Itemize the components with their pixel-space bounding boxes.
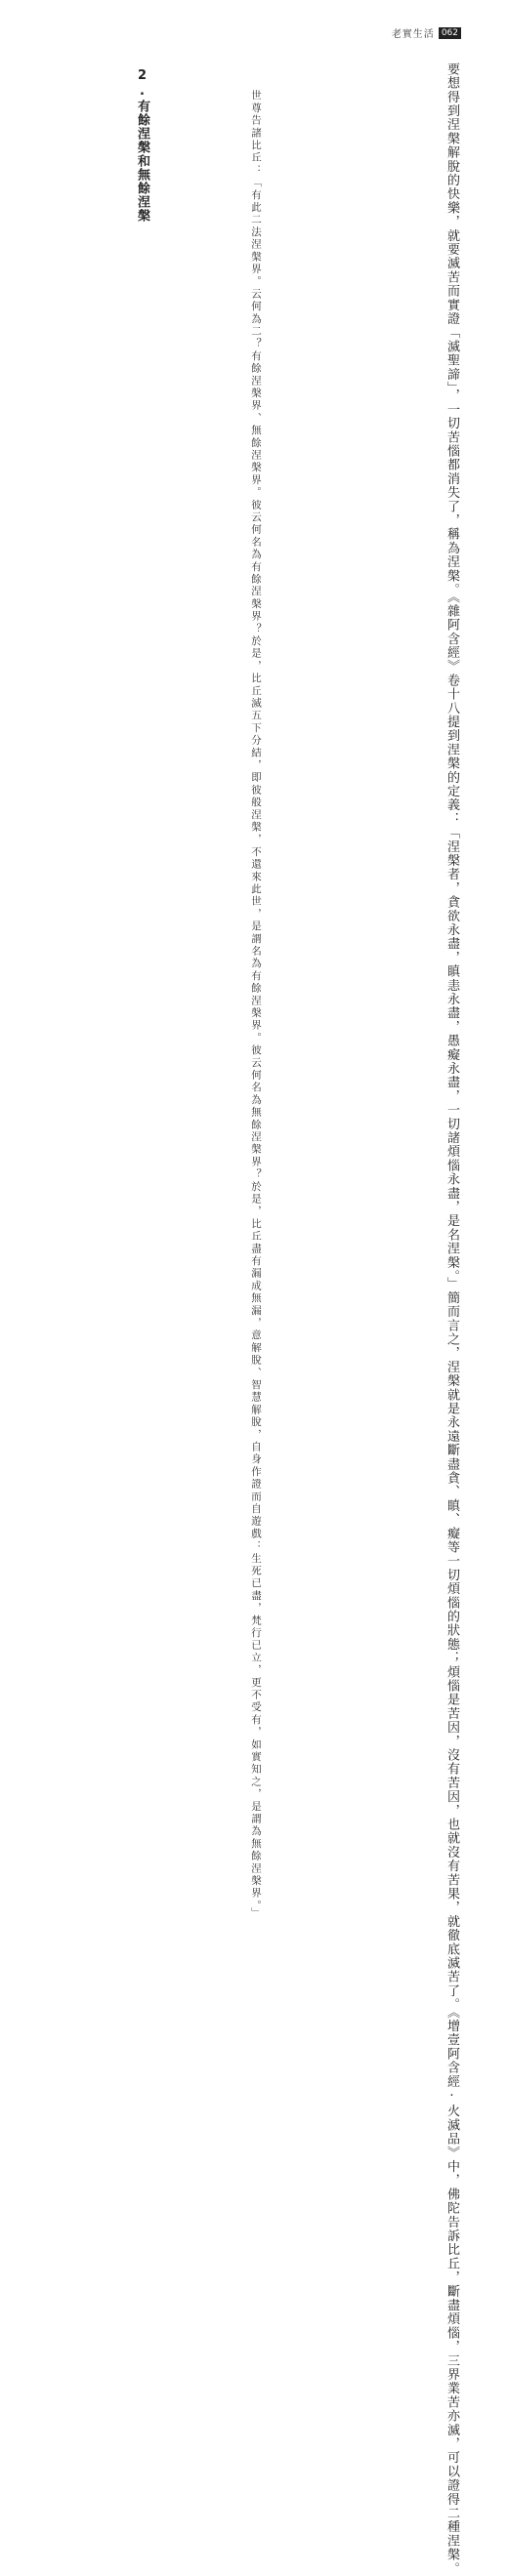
page-header [392, 25, 461, 40]
page-number: 062 [439, 27, 461, 39]
book-title: 老實生活 [391, 29, 435, 40]
quoted-sutra-passage: 世尊告諸比丘：「有此二法涅槃界。云何為二？有餘涅槃界、無餘涅槃界。彼云何名為有餘涅槃界？於是，比丘滅五下分結，即彼般涅槃，不還來此世，是謂名為有餘涅槃界。彼云何名為無餘涅槃界？於是，比丘盡有漏成無漏，意解脫、智慧解脫，自身作證而自遊戲：生死已盡，梵行已立，更不受有，如實知之，是謂為無餘涅槃界。」 [250, 90, 262, 1920]
section-heading: 2.有餘涅槃和無餘涅槃 [135, 68, 149, 223]
body-paragraph: 要想得到涅槃解脫的快樂，就要滅苦而實證「滅聖諦」，一切苦惱都消失了，稱為涅槃。《雜阿含經》卷十八提到涅槃的定義：「涅槃者，貪欲永盡，瞋恚永盡，愚癡永盡，一切諸煩惱永盡，是名涅槃。」簡而言之，涅槃就是永遠斷盡貪、瞋、癡等一切煩惱的狀態；煩惱是苦因，沒有苦因，也就沒有苦果，就徹底滅苦了。《增壹阿含經·火滅品》中，佛陀告訴比丘，斷盡煩惱，三界業苦亦滅，可以證得二種涅槃。 [444, 62, 459, 2576]
